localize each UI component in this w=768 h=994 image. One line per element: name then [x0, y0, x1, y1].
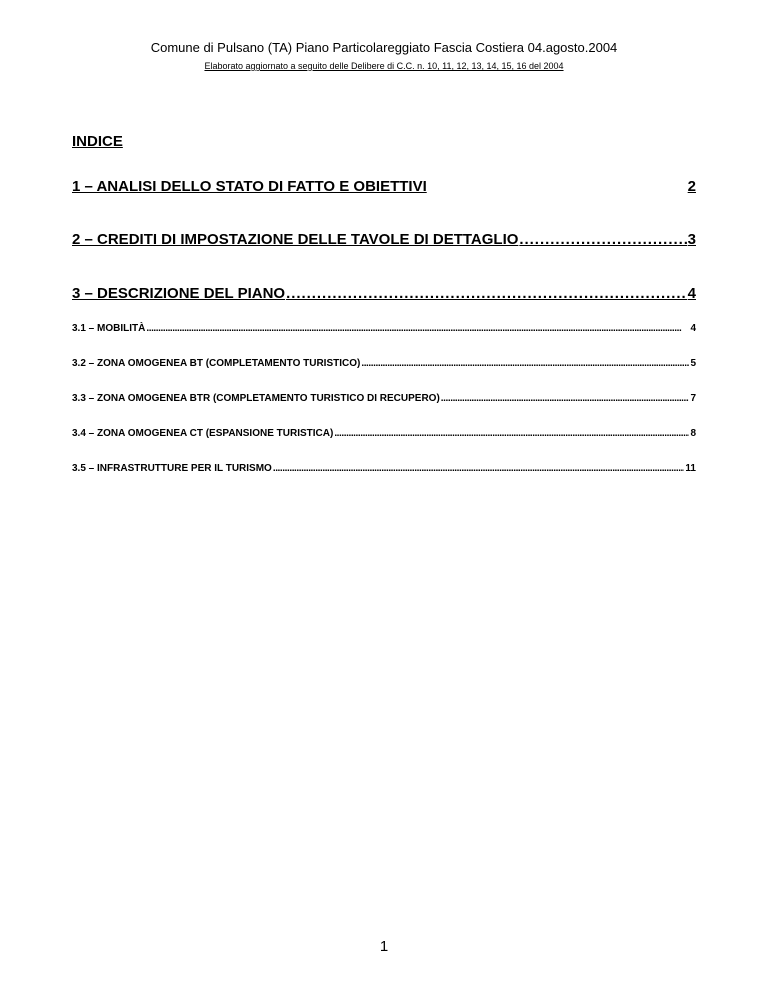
toc-entry[interactable]: [72, 463, 696, 474]
toc-entry-label: 3.3 – ZONA OMOGENEA BTR (COMPLETAMENTO TURISTICO DI RECUPERO): [72, 393, 440, 404]
toc-entry[interactable]: [72, 358, 696, 369]
toc-entry-page: 11: [685, 463, 696, 474]
header-title: Comune di Pulsano (TA) Piano Particolareggiato Fascia Costiera 04.agosto.2004: [150, 40, 618, 55]
page-number: 1: [379, 938, 389, 955]
toc-entry-page: 3: [687, 231, 696, 248]
toc-entry[interactable]: [72, 231, 696, 248]
toc-entry[interactable]: [72, 178, 696, 195]
toc-entry-page: 7: [690, 393, 696, 404]
toc-entry-label: 3.4 – ZONA OMOGENEA CT (ESPANSIONE TURISTICA): [72, 428, 334, 439]
toc-entry-label: 3.1 – MOBILITÀ: [72, 323, 146, 334]
toc-entry-page: 2: [687, 178, 696, 195]
toc-entry-page: 4: [687, 285, 696, 302]
index-title: INDICE: [72, 133, 123, 150]
toc-entry-label: 3.2 – ZONA OMOGENEA BT (COMPLETAMENTO TURISTICO): [72, 358, 361, 369]
toc-entry-page: 8: [690, 428, 696, 439]
toc-entry-page: 4: [690, 323, 696, 334]
header-subtitle: Elaborato aggiornato a seguito delle Delibere di C.C. n. 10, 11, 12, 13, 14, 15, 16 del 2004: [204, 61, 564, 71]
toc-entry-label: 1 – ANALISI DELLO STATO DI FATTO E OBIETTIVI: [72, 178, 427, 195]
toc-entry[interactable]: [72, 285, 696, 302]
toc-entry-label: 2 – CREDITI DI IMPOSTAZIONE DELLE TAVOLE DI DETTAGLIO: [72, 231, 519, 248]
toc-entry[interactable]: [72, 393, 696, 404]
toc-entry-page: 5: [690, 358, 696, 369]
toc-entry[interactable]: [72, 428, 696, 439]
toc-entry[interactable]: [72, 323, 696, 334]
toc-entry-label: 3.5 – INFRASTRUTTURE PER IL TURISMO: [72, 463, 272, 474]
toc-entry-label: 3 – DESCRIZIONE DEL PIANO: [72, 285, 286, 302]
